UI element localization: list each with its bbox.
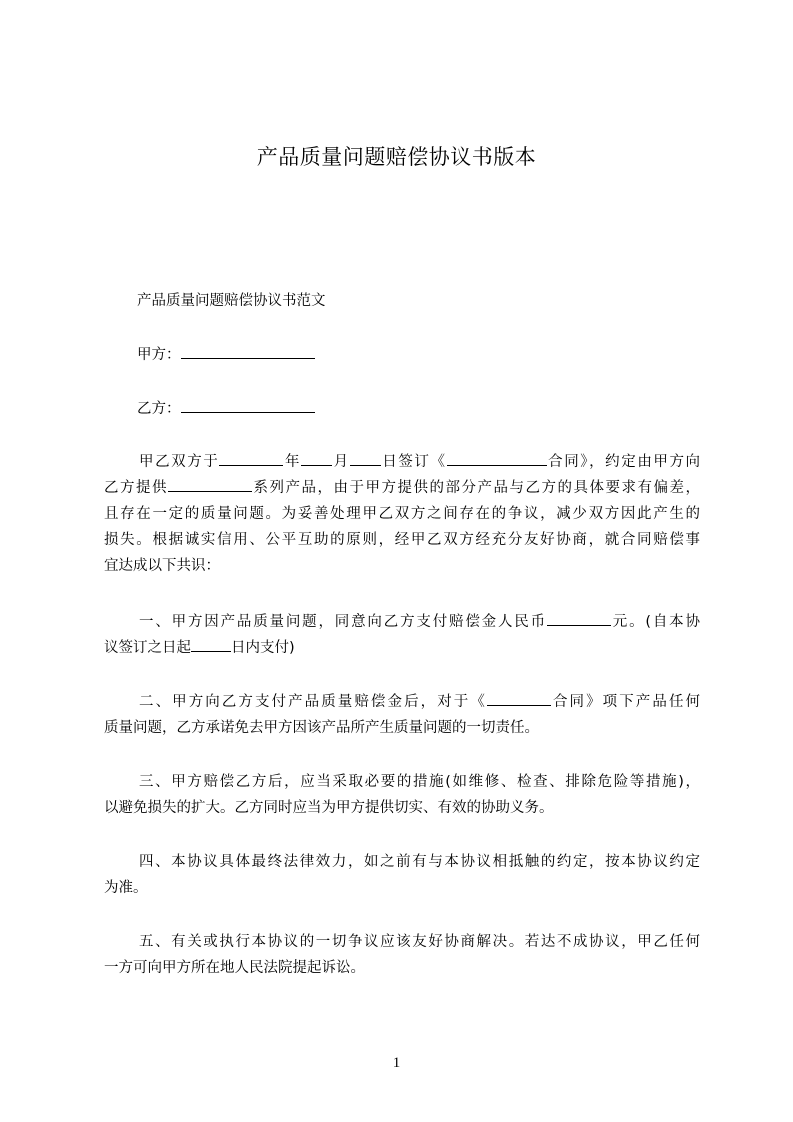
page-number: 1 [392,1055,401,1071]
party-a-blank[interactable] [181,344,315,359]
clause-5: 五、有关或执行本协议的一切争议应该友好协商解决。若达不成协议，甲乙任何 一方可向甲方所在地人民法院提起诉讼。 [104,934,700,976]
party-b-label: 乙方： [137,401,181,417]
contract-name-blank-2[interactable] [487,691,551,706]
party-a-line [137,344,315,365]
clause-1: 一、甲方因产品质量问题，同意向乙方支付赔偿金人民币 元。(自本协 议签订之日起 日内支付) [104,609,700,661]
party-b-line [137,398,315,419]
day-blank[interactable] [350,451,381,466]
clause-4: 四、本协议具体最终法律效力，如之前有与本协议相抵触的约定，按本协议约定 为准。 [104,854,700,896]
month-blank[interactable] [301,451,332,466]
party-a-label: 甲方： [137,347,181,363]
party-b-blank[interactable] [181,398,315,413]
intro-paragraph: 甲乙双方于 年 月 日签订《 合同》，约定由甲方向 乙方提供 系列产品，由于甲方提供的部分产品与乙方的具体要求有偏差， 且存在一定的质量问题。为妥善处理甲乙双方之间存在的争议，减少双方因此产生的 损失。根据诚实信用、公平互助的原则，经甲乙双方经充分友好协商，就合同赔偿事 宜达成以下共识： [104,449,700,579]
year-blank[interactable] [219,451,283,466]
compensation-amount-blank[interactable] [547,611,611,626]
contract-name-blank[interactable] [447,451,547,466]
clause-3: 三、甲方赔偿乙方后，应当采取必要的措施(如维修、检查、排除危险等措施)， 以避免损失的扩大。乙方同时应当为甲方提供切实、有效的协助义务。 [104,774,700,816]
clause-2: 二、甲方向乙方支付产品质量赔偿金后，对于《 合同》项下产品任何 质量问题，乙方承诺免去甲方因该产品所产生质量问题的一切责任。 [104,689,700,741]
document-title: 产品质量问题赔偿协议书版本 [256,145,537,169]
product-series-blank[interactable] [168,477,252,492]
payment-days-blank[interactable] [191,637,231,652]
document-subtitle: 产品质量问题赔偿协议书范文 [137,293,326,309]
